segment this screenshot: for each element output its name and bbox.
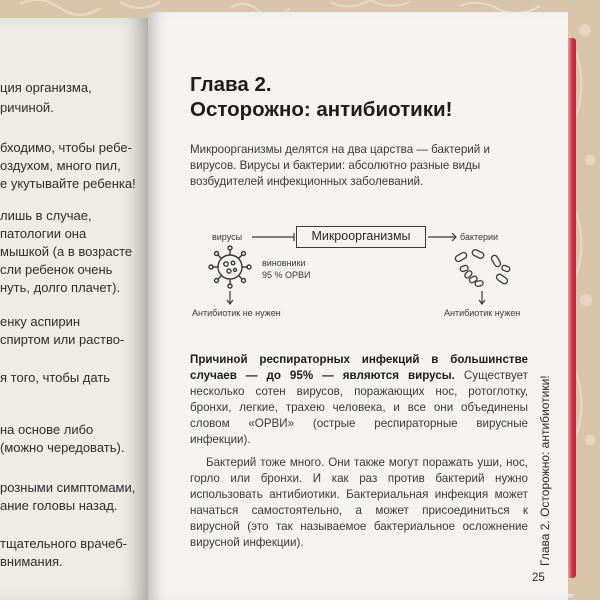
intro-paragraph: Микроорганизмы делятся на два царства — бактерий и вирусов. Вирусы и бактерии: абсолютно разные виды возбудителей инфекционных заболеваний. [190, 143, 490, 188]
left-page-line: розными симптомами, [0, 480, 136, 495]
chapter-title [190, 72, 530, 122]
chapter-heading: Осторожно: антибиотики! [190, 98, 453, 121]
right-page [148, 12, 568, 600]
body-text [190, 352, 528, 558]
left-page-line: сли ребенок очень [0, 262, 113, 277]
bacteria-icon [452, 248, 518, 294]
left-page-line: нуть, долго плачет). [0, 280, 121, 295]
body-paragraph-1-bold: Причиной респираторных инфекций в большинстве случаев — до 95% — являются вирусы. [190, 353, 528, 382]
left-page-line: тщательного врачеб- [0, 536, 127, 551]
left-page-line: оздухом, много пил, [0, 158, 121, 173]
left-page-line: спиртом или раство- [0, 332, 125, 347]
chapter-number: Глава 2. [190, 73, 272, 96]
left-page-line: ричиной. [0, 100, 54, 115]
microorganisms-diagram [190, 220, 530, 332]
left-page-line: енку аспирин [0, 314, 81, 329]
left-page-line: е укутывайте ребенка! [0, 176, 136, 191]
page-number: 25 [532, 572, 545, 584]
left-page-line: лишь в случае, [0, 208, 92, 223]
bacteria-label: бактерии [460, 232, 499, 242]
left-page-line: я того, чтобы дать [0, 370, 111, 385]
microorganisms-box: Микроорганизмы [296, 226, 426, 248]
viruses-label: вирусы [212, 232, 243, 242]
virus-icon [205, 244, 255, 290]
virus-note-line2: 95 % ОРВИ [262, 270, 311, 280]
left-page-line: ция организма, [0, 80, 92, 95]
left-page-line: мышкой (а в возрасте [0, 244, 133, 259]
left-page-line: на основе либо [0, 422, 94, 437]
running-head: Глава 2. Осторожно: антибиотики! [538, 375, 552, 566]
left-page-line: патологии она [0, 226, 87, 241]
left-page [0, 18, 148, 600]
left-page-line: ание головы назад. [0, 498, 118, 513]
left-page-line: внимания. [0, 554, 63, 569]
left-result-label: Антибиотик не нужен [192, 308, 281, 318]
right-result-label: Антибиотик нужен [444, 308, 521, 318]
body-paragraph-2: Бактерий тоже много. Они также могут поражать уши, нос, горло или бронхи. И как раз против бактерий нужно использовать антибиотики. Бактериальная инфекция может начаться самостоятельно, а может присоединиться к вирусной (это так называемое бактериальное осложнение вирусной инфекции). [190, 456, 528, 549]
left-page-line: бходимо, чтобы ребе- [0, 140, 132, 155]
virus-note-line1: виновники [262, 258, 306, 268]
left-page-line: (можно чередовать). [0, 440, 125, 455]
body-paragraph-1 [190, 352, 528, 448]
body-paragraph-1-rest: Существует несколько сотен вирусов, поражающих нос, ротоглотку, бронхи, легкие, трахею человека, и все они объединены словом «ОРВИ» (острые респираторные вирусные инфекции). [190, 369, 528, 446]
